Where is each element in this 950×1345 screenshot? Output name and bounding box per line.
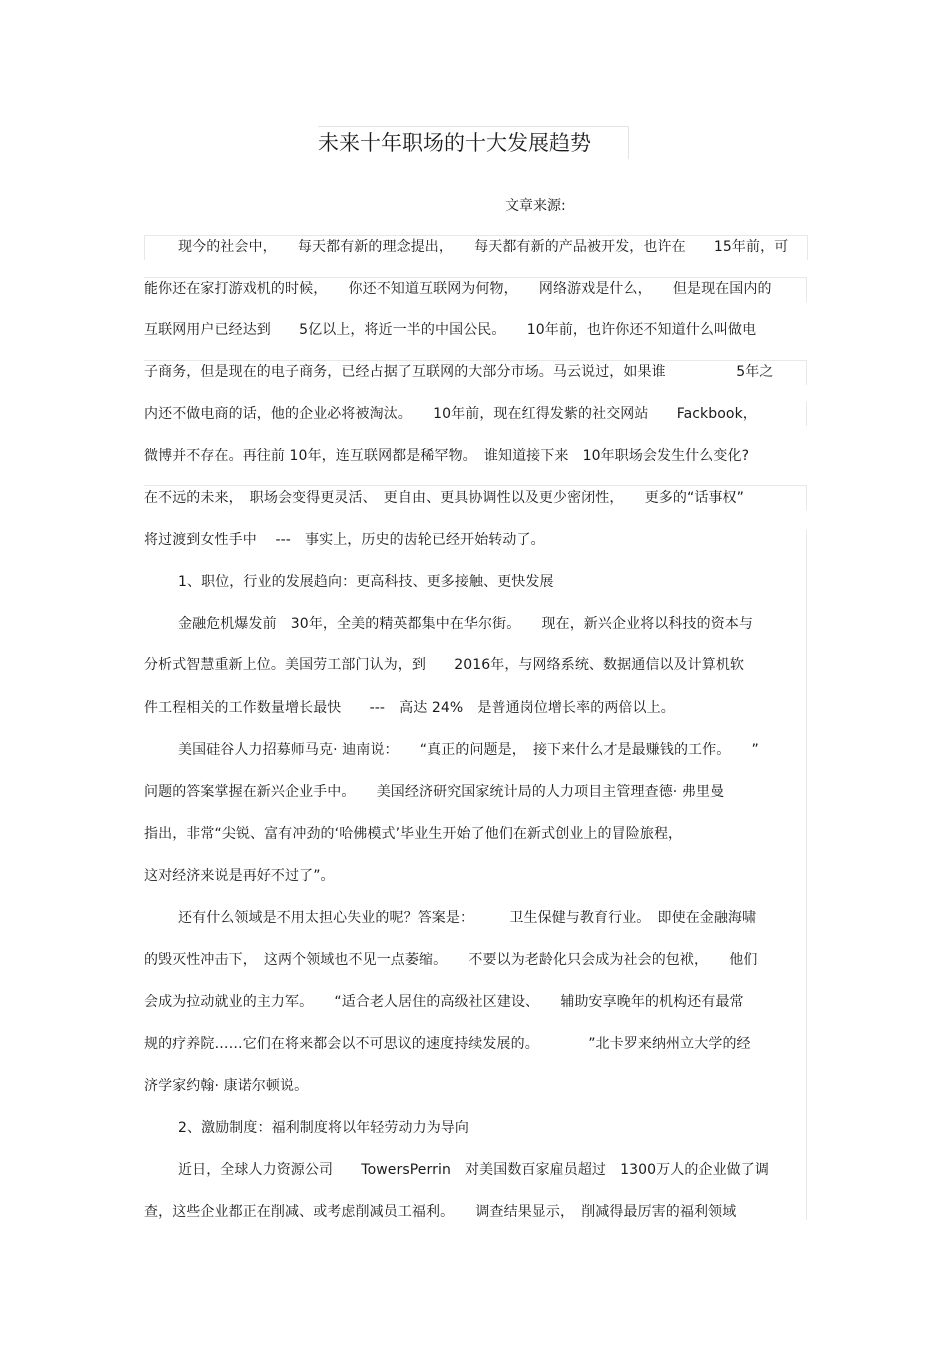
- paragraph-line: 件工程相关的工作数量增长最快 --- 高达 24% 是普通岗位增长率的两倍以上。: [144, 700, 675, 716]
- paragraph-line: 将过渡到女性手中 --- 事实上，历史的齿轮已经开始转动了。: [144, 532, 545, 548]
- article-title: 未来十年职场的十大发展趋势: [318, 126, 629, 159]
- paragraph-line: 规的疗养院……它们在将来都会以不可思议的速度持续发展的。 ”北卡罗来纳州立大学的经: [144, 1036, 751, 1052]
- paragraph-line: 互联网用户已经达到 5亿以上，将近一半的中国公民。 10年前，也许你还不知道什么叫做电: [144, 322, 757, 338]
- paragraph-line: 美国硅谷人力招募师马克· 迪南说： “真正的问题是， 接下来什么才是最赚钱的工作。 ”: [178, 742, 759, 758]
- paragraph-line: 查，这些企业都正在削减、或考虑削减员工福利。 调查结果显示， 削减得最厉害的福利领域: [144, 1204, 737, 1220]
- section-heading: 1、职位，行业的发展趋向：更高科技、更多接触、更快发展: [178, 574, 554, 590]
- paragraph-line: 这对经济来说是再好不过了”。: [144, 868, 335, 884]
- paragraph-line: 能你还在家打游戏机的时候， 你还不知道互联网为何物， 网络游戏是什么， 但是现在国内的: [144, 281, 772, 297]
- paragraph-line: 内还不做电商的话，他的企业必将被淘汰。 10年前，现在红得发紫的社交网站 Fackbook，: [144, 406, 757, 422]
- paragraph-line: 在不远的未来， 职场会变得更灵活、 更自由、更具协调性以及更少密闭性， 更多的“话事权”: [144, 490, 745, 506]
- paragraph-line: 济学家约翰· 康诺尔顿说。: [144, 1078, 309, 1094]
- paragraph-line: 近日，全球人力资源公司 TowersPerrin 对美国数百家雇员超过 1300万人的企业做了调: [178, 1162, 769, 1178]
- section-heading: 2、激励制度：福利制度将以年轻劳动力为导向: [178, 1120, 470, 1136]
- paragraph-line: 的毁灭性冲击下， 这两个领域也不见一点萎缩。 不要以为老龄化只会成为社会的包袱， 他们: [144, 952, 758, 968]
- paragraph-line: 微博并不存在。再往前 10年，连互联网都是稀罕物。 谁知道接下来 10年职场会发生什么变化?: [144, 448, 750, 464]
- paragraph-line: 金融危机爆发前 30年，全美的精英都集中在华尔街。 现在，新兴企业将以科技的资本与: [178, 616, 754, 632]
- paragraph-line: 会成为拉动就业的主力军。 “适合老人居住的高级社区建设、 辅助安享晚年的机构还有最常: [144, 994, 744, 1010]
- paragraph-line: 子商务，但是现在的电子商务，已经占据了互联网的大部分市场。马云说过，如果谁 5年之: [144, 364, 774, 380]
- frame-line: [806, 530, 807, 1220]
- article-source-label: 文章来源:: [505, 198, 566, 214]
- paragraph-line: 问题的答案掌握在新兴企业手中。 美国经济研究国家统计局的人力项目主管理查德· 弗里曼: [144, 784, 725, 800]
- paragraph-line: 现今的社会中， 每天都有新的理念提出， 每天都有新的产品被开发，也许在 15年前，可: [178, 239, 789, 255]
- paragraph-line: 还有什么领域是不用太担心失业的呢？答案是： 卫生保健与教育行业。 即使在金融海啸: [178, 910, 757, 926]
- paragraph-line: 分析式智慧重新上位。美国劳工部门认为，到 2016年，与网络系统、数据通信以及计算机软: [144, 657, 745, 673]
- paragraph-line: 指出，非常“尖锐、富有冲劲的‘哈佛模式’毕业生开始了他们在新式创业上的冒险旅程，: [144, 826, 683, 842]
